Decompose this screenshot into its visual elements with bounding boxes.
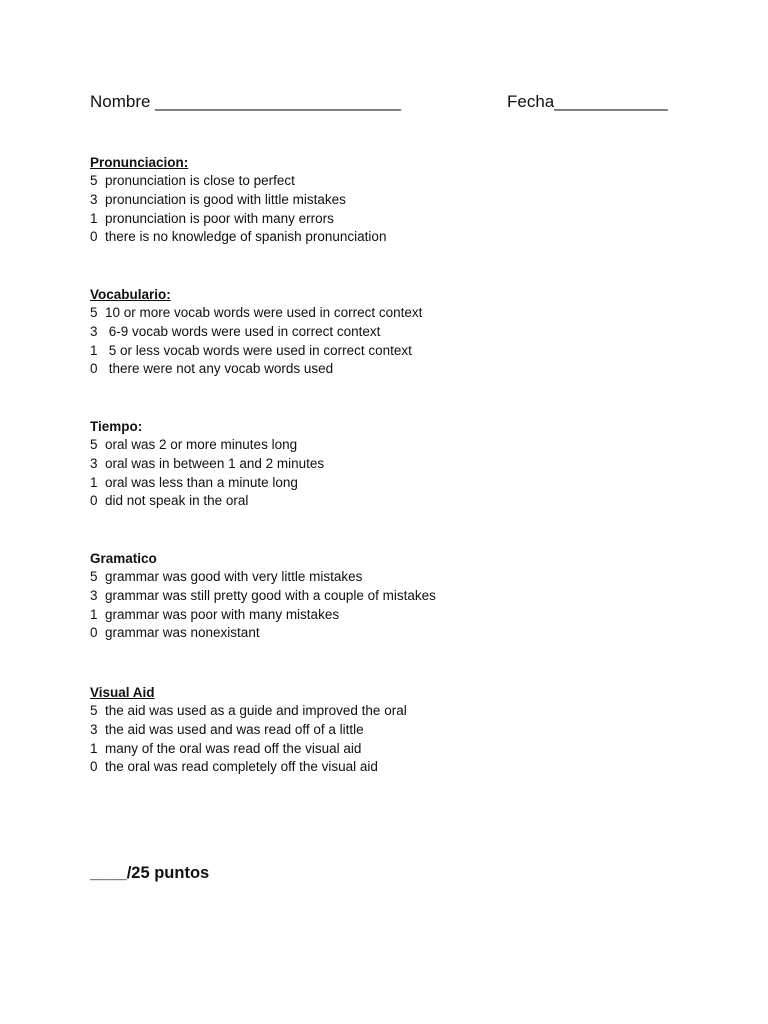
criteria-item: 3 oral was in between 1 and 2 minutes [90, 455, 325, 471]
criteria-item: 1 many of the oral was read off the visual aid [90, 740, 362, 756]
section-vocabulario [90, 285, 422, 379]
criteria-item: 5 10 or more vocab words were used in correct context [90, 305, 423, 320]
criteria-item: 3 grammar was still pretty good with a couple of mistakes [90, 587, 436, 603]
criteria-item: 5 grammar was good with very little mistakes [90, 569, 363, 584]
criteria-item: 3 pronunciation is good with little mistakes [90, 191, 346, 207]
section-title: Visual Aid [90, 685, 155, 700]
criteria-item: 5 the aid was used as a guide and improved the oral [90, 703, 407, 718]
criteria-item: 3 the aid was used and was read off of a little [90, 721, 364, 737]
criteria-item: 5 oral was 2 or more minutes long [90, 437, 298, 452]
criteria-item: 1 5 or less vocab words were used in correct context [90, 342, 412, 358]
criteria-item: 0 the oral was read completely off the visual aid [90, 759, 378, 775]
section-title: Gramatico [90, 551, 157, 566]
section-title: Vocabulario: [90, 287, 171, 302]
total-score-line: ____/25 puntos [90, 864, 210, 882]
criteria-item: 0 there were not any vocab words used [90, 361, 334, 377]
date-field-label: Fecha____________ [507, 92, 668, 111]
criteria-item: 1 grammar was poor with many mistakes [90, 606, 340, 622]
section-tiempo [90, 417, 324, 511]
section-visual-aid [90, 683, 407, 777]
criteria-item: 0 did not speak in the oral [90, 493, 249, 509]
criteria-item: 0 grammar was nonexistant [90, 625, 260, 641]
section-gramatico [90, 549, 436, 643]
criteria-item: 3 6-9 vocab words were used in correct context [90, 323, 381, 339]
criteria-item: 1 oral was less than a minute long [90, 474, 298, 490]
criteria-item: 0 there is no knowledge of spanish pronunciation [90, 229, 387, 245]
name-field-label: Nombre __________________________ [90, 92, 402, 111]
section-title: Pronunciacion: [90, 155, 189, 170]
section-title: Tiempo: [90, 419, 143, 434]
criteria-item: 5 pronunciation is close to perfect [90, 173, 295, 188]
criteria-item: 1 pronunciation is poor with many errors [90, 210, 334, 226]
section-pronunciacion [90, 153, 386, 247]
